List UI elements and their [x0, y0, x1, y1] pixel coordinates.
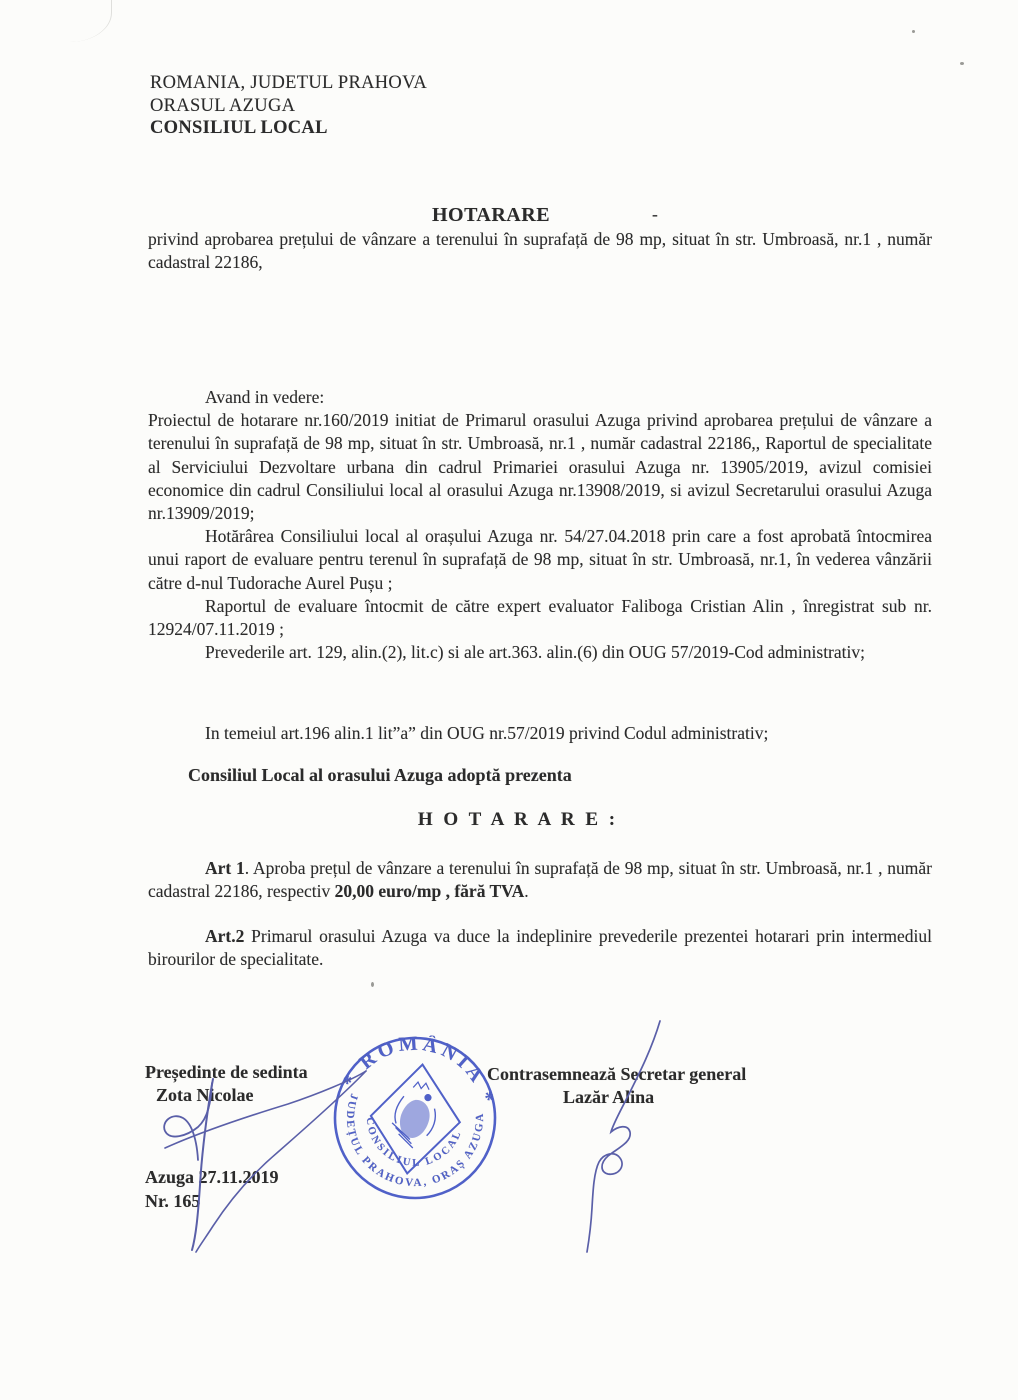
- president-name: Zota Nicolae: [156, 1085, 254, 1105]
- preamble-project-paragraph: Proiectul de hotarare nr.160/2019 initiat de Primarul orasului Azuga privind aprobarea prețului de vânzare a terenului în suprafață de 98 mp, situat în str. Umbroasă, nr.1 , număr cadastral 22186,, Raportul de specialitate al Serviciului Dezvoltare urbana din cadrul Primariei orasului Azuga nr. 13905/2019, avizul comisiei economice din cadrul Consiliului local al orasului Azuga nr.13908/2019, si avizul Secretarului orasului Azuga nr.13909/2019;: [148, 410, 932, 524]
- article-1-label: Art 1: [205, 858, 245, 878]
- scan-speck: [371, 982, 374, 987]
- title-block: [148, 204, 932, 227]
- secretary-signature: [587, 1021, 660, 1252]
- preamble-evaluation-report-paragraph: Raportul de evaluare întocmit de către expert evaluator Faliboga Cristian Alin , înregistrat sub nr. 12924/07.11.2019 ;: [148, 595, 932, 640]
- article-2-text: Primarul orasului Azuga va duce la indeplinire prevederile prezentei hotarari prin intermediul birourilor de specialitate.: [148, 926, 932, 970]
- article-1-text: . Aproba prețul de vânzare a terenului în suprafață de 98 mp, situat în str. Umbroasă, nr.1 , număr cadastral 22186, respectiv: [148, 858, 933, 902]
- decree-heading-block: [148, 809, 932, 831]
- stamp-ring-text: JUDEȚUL PRAHOVA, ORAȘ AZUGA: [343, 1092, 487, 1190]
- article-1-price: 20,00 euro/mp , fără TVA: [334, 881, 525, 902]
- title-mark: -: [652, 204, 658, 224]
- article-2: [148, 925, 932, 971]
- scan-speck: [912, 30, 915, 33]
- having-regard-line: Avand in vedere:: [205, 387, 325, 407]
- president-role-label: Președinte de sedinta: [145, 1062, 308, 1082]
- article-2-label: Art.2: [205, 926, 245, 946]
- article-1-period: .: [524, 881, 529, 902]
- decree-heading: H O T A R A R E :: [417, 809, 619, 830]
- preamble-legal-provisions-paragraph: Prevederile art. 129, alin.(2), lit.c) si ale art.363. alin.(6) din OUG 57/2019-Cod administrativ;: [205, 642, 865, 663]
- article-1: [148, 857, 932, 903]
- issue-place-date: Azuga 27.11.2019: [145, 1167, 279, 1187]
- preamble: [148, 386, 932, 664]
- document-title: HOTARARE: [431, 204, 551, 226]
- legal-basis-line: In temeiul art.196 alin.1 lit”a” din OUG nr.57/2019 privind Codul administrativ;: [205, 723, 769, 743]
- scan-speck: [960, 62, 964, 65]
- title-subtitle: privind aprobarea prețului de vânzare a terenului în suprafață de 98 mp, situat în str. Umbroasă, nr.1 , număr cadastral 22186,: [148, 229, 932, 273]
- official-round-stamp: [320, 1023, 510, 1213]
- letterhead-city: ORASUL AZUGA: [150, 95, 296, 116]
- adoption-line: Consiliul Local al orasului Azuga adoptă prezenta: [188, 765, 572, 785]
- scan-artifact: [52, 0, 112, 42]
- secretary-role-label: Contrasemnează Secretar general: [487, 1064, 747, 1084]
- issue-number: Nr. 165: [145, 1191, 201, 1211]
- letterhead: [150, 72, 427, 140]
- stamp-country-text: * ROMÂNIA *: [338, 1032, 499, 1109]
- stamp-inner-text: CONSILIUL LOCAL: [363, 1116, 465, 1170]
- letterhead-council: CONSILIUL LOCAL: [150, 118, 328, 138]
- preamble-2018-decision-paragraph: Hotărârea Consiliului local al orașului Azuga nr. 54/27.04.2018 prin care a fost aprobată întocmirea unui raport de evaluare pentru terenul în suprafață de 98 mp, situat în str. Umbroasă, nr.1, în vederea vânzării către d-nul Tudorache Aurel Pușu ;: [148, 526, 932, 593]
- letterhead-country: ROMANIA, JUDETUL PRAHOVA: [150, 73, 428, 93]
- secretary-name: Lazăr Alina: [563, 1087, 655, 1107]
